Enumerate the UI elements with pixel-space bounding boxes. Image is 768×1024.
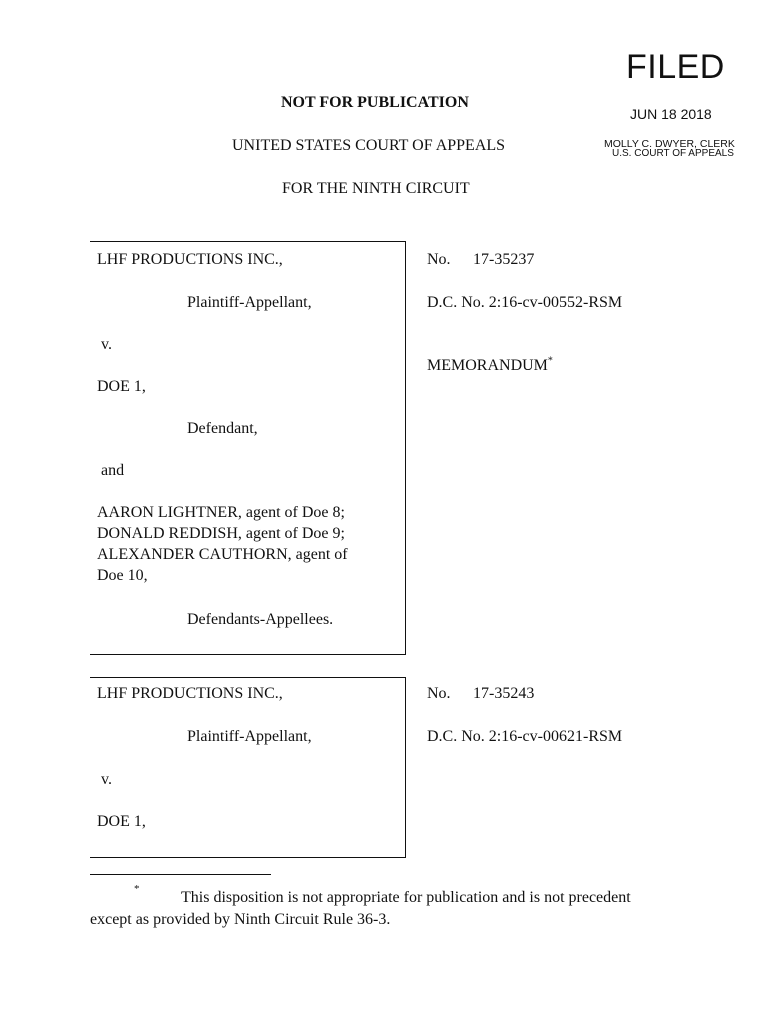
memorandum-footnote-mark: * — [547, 355, 553, 367]
filed-stamp-date: JUN 18 2018 — [630, 106, 712, 122]
case2-number-label: No. — [427, 685, 451, 702]
case1-number: 17-35237 — [473, 251, 535, 268]
court-name: UNITED STATES COURT OF APPEALS — [232, 137, 506, 154]
case1-appellee-line: Doe 10, — [97, 567, 148, 584]
case1-plaintiff-role: Plaintiff-Appellant, — [187, 294, 312, 311]
case2-plaintiff: LHF PRODUCTIONS INC., — [97, 685, 283, 702]
case1-plaintiff: LHF PRODUCTIONS INC., — [97, 251, 283, 268]
case1-and: and — [101, 462, 125, 479]
memorandum-heading — [427, 357, 553, 375]
case1-number-label: No. — [427, 251, 451, 268]
case1-versus: v. — [101, 336, 112, 353]
case1-appellee-line: DONALD REDDISH, agent of Doe 9; — [97, 525, 345, 542]
memorandum-label: MEMORANDUM — [427, 357, 548, 374]
case2-number: 17-35243 — [473, 685, 535, 702]
footnote-text-line: This disposition is not appropriate for publication and is not precedent — [181, 889, 631, 906]
circuit-name: FOR THE NINTH CIRCUIT — [282, 180, 470, 197]
case1-appellee-line: AARON LIGHTNER, agent of Doe 8; — [97, 504, 345, 521]
case1-appellees-role: Defendants-Appellees. — [187, 611, 334, 628]
case1-defendant-role: Defendant, — [187, 420, 258, 437]
footnote-separator — [90, 874, 271, 875]
not-for-publication-heading: NOT FOR PUBLICATION — [281, 94, 469, 111]
filed-stamp-clerk: MOLLY C. DWYER, CLERK — [604, 138, 735, 150]
case2-defendant: DOE 1, — [97, 813, 146, 830]
footnote-mark: * — [134, 883, 140, 895]
case1-district-court-number: D.C. No. 2:16-cv-00552-RSM — [427, 294, 623, 311]
case2-versus: v. — [101, 771, 112, 788]
filed-stamp-court: U.S. COURT OF APPEALS — [612, 148, 734, 159]
footnote-text-line: except as provided by Ninth Circuit Rule 36-3. — [90, 911, 391, 928]
case1-appellee-line: ALEXANDER CAUTHORN, agent of — [97, 546, 348, 563]
case1-defendant: DOE 1, — [97, 378, 146, 395]
case2-plaintiff-role: Plaintiff-Appellant, — [187, 728, 312, 745]
filed-stamp-title: FILED — [626, 48, 725, 86]
case2-district-court-number: D.C. No. 2:16-cv-00621-RSM — [427, 728, 623, 745]
